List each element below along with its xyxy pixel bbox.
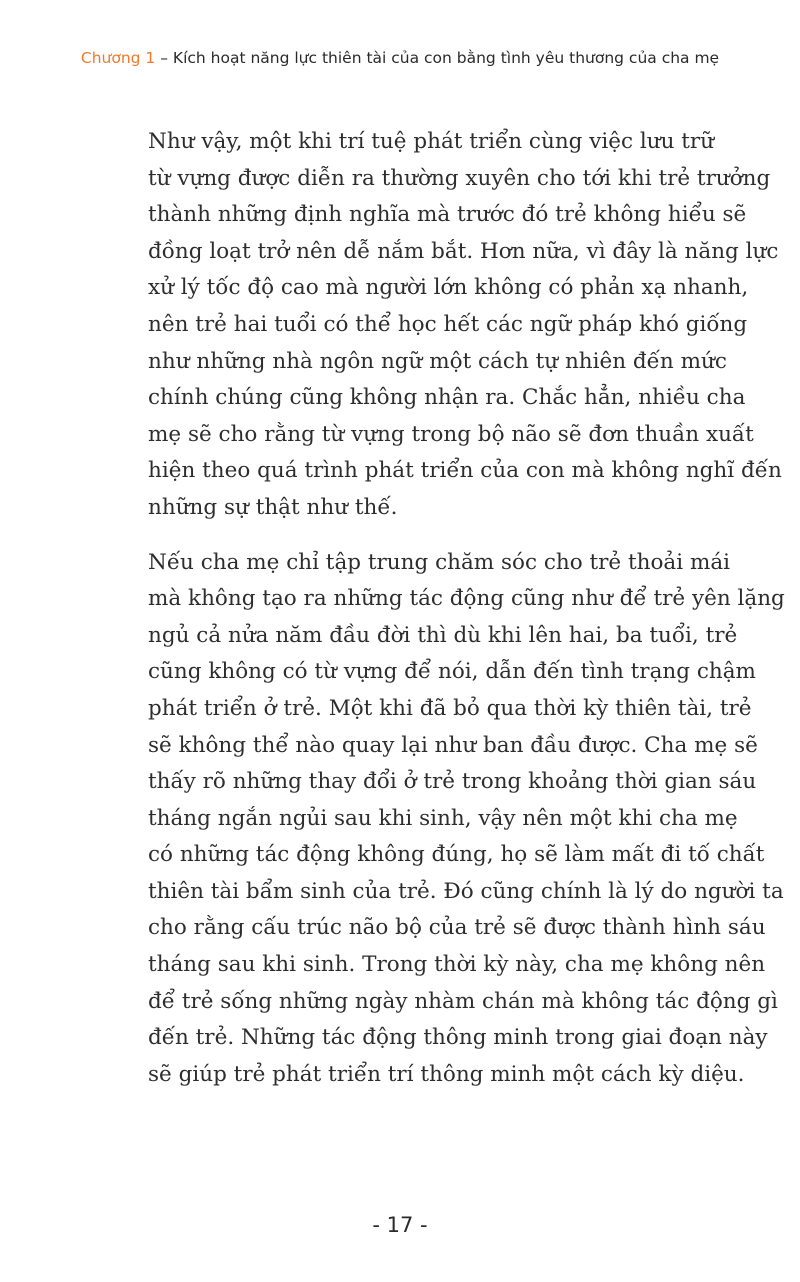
paragraph-1	[102, 124, 782, 527]
text-line: đến trẻ. Những tác động thông minh trong giai đoạn này	[148, 1025, 768, 1051]
text-line: để trẻ sống những ngày nhàm chán mà không tác động gì	[148, 988, 778, 1014]
running-header	[0, 49, 800, 67]
text-line: tháng sau khi sinh. Trong thời kỳ này, cha mẹ không nên	[148, 952, 766, 978]
text-line: mà không tạo ra những tác động cũng như để trẻ yên lặng	[148, 586, 785, 612]
text-line: mẹ sẽ cho rằng từ vựng trong bộ não sẽ đơn thuần xuất	[148, 421, 754, 447]
text-line: đồng loạt trở nên dễ nắm bắt. Hơn nữa, vì đây là năng lực	[148, 238, 779, 264]
text-line: ngủ cả nửa năm đầu đời thì dù khi lên hai, ba tuổi, trẻ	[148, 622, 738, 648]
text-line: nên trẻ hai tuổi có thể học hết các ngữ pháp khó giống	[148, 311, 748, 337]
text-line: chính chúng cũng không nhận ra. Chắc hẳn, nhiều cha	[148, 385, 746, 411]
text-line: từ vựng được diễn ra thường xuyên cho tới khi trẻ trưởng	[148, 165, 771, 191]
text-line: xử lý tốc độ cao mà người lớn không có phản xạ nhanh,	[148, 275, 749, 301]
text-line: tháng ngắn ngủi sau khi sinh, vậy nên một khi cha mẹ	[148, 805, 738, 831]
text-line: Như vậy, một khi trí tuệ phát triển cùng việc lưu trữ	[148, 129, 715, 154]
body-text	[102, 124, 785, 1093]
text-line: những sự thật như thế.	[148, 494, 398, 520]
text-line: Nếu cha mẹ chỉ tập trung chăm sóc cho trẻ thoải mái	[148, 549, 731, 575]
text-line: sẽ giúp trẻ phát triển trí thông minh một cách kỳ diệu.	[148, 1061, 745, 1087]
text-line: thiên tài bẩm sinh của trẻ. Đó cũng chính là lý do người ta	[148, 878, 784, 904]
chapter-label: Chương 1	[80, 49, 156, 67]
text-line: cũng không có từ vựng để nói, dẫn đến tình trạng chậm	[148, 659, 756, 685]
paragraph-2	[102, 545, 785, 1094]
text-line: sẽ không thể nào quay lại như ban đầu được. Cha mẹ sẽ	[148, 732, 758, 758]
text-line: thành những định nghĩa mà trước đó trẻ không hiểu sẽ	[148, 202, 747, 228]
page-number: - 17 -	[372, 1213, 428, 1237]
text-line: phát triển ở trẻ. Một khi đã bỏ qua thời kỳ thiên tài, trẻ	[148, 695, 752, 721]
text-line: như những nhà ngôn ngữ một cách tự nhiên đến mức	[148, 348, 727, 374]
text-line: có những tác động không đúng, họ sẽ làm mất đi tố chất	[148, 842, 765, 868]
text-line: thấy rõ những thay đổi ở trẻ trong khoảng thời gian sáu	[148, 769, 757, 795]
chapter-title: – Kích hoạt năng lực thiên tài của con bằng tình yêu thương của cha mẹ	[155, 49, 720, 67]
text-line: hiện theo quá trình phát triển của con mà không nghĩ đến	[148, 458, 782, 484]
text-line: cho rằng cấu trúc não bộ của trẻ sẽ được thành hình sáu	[148, 915, 766, 941]
